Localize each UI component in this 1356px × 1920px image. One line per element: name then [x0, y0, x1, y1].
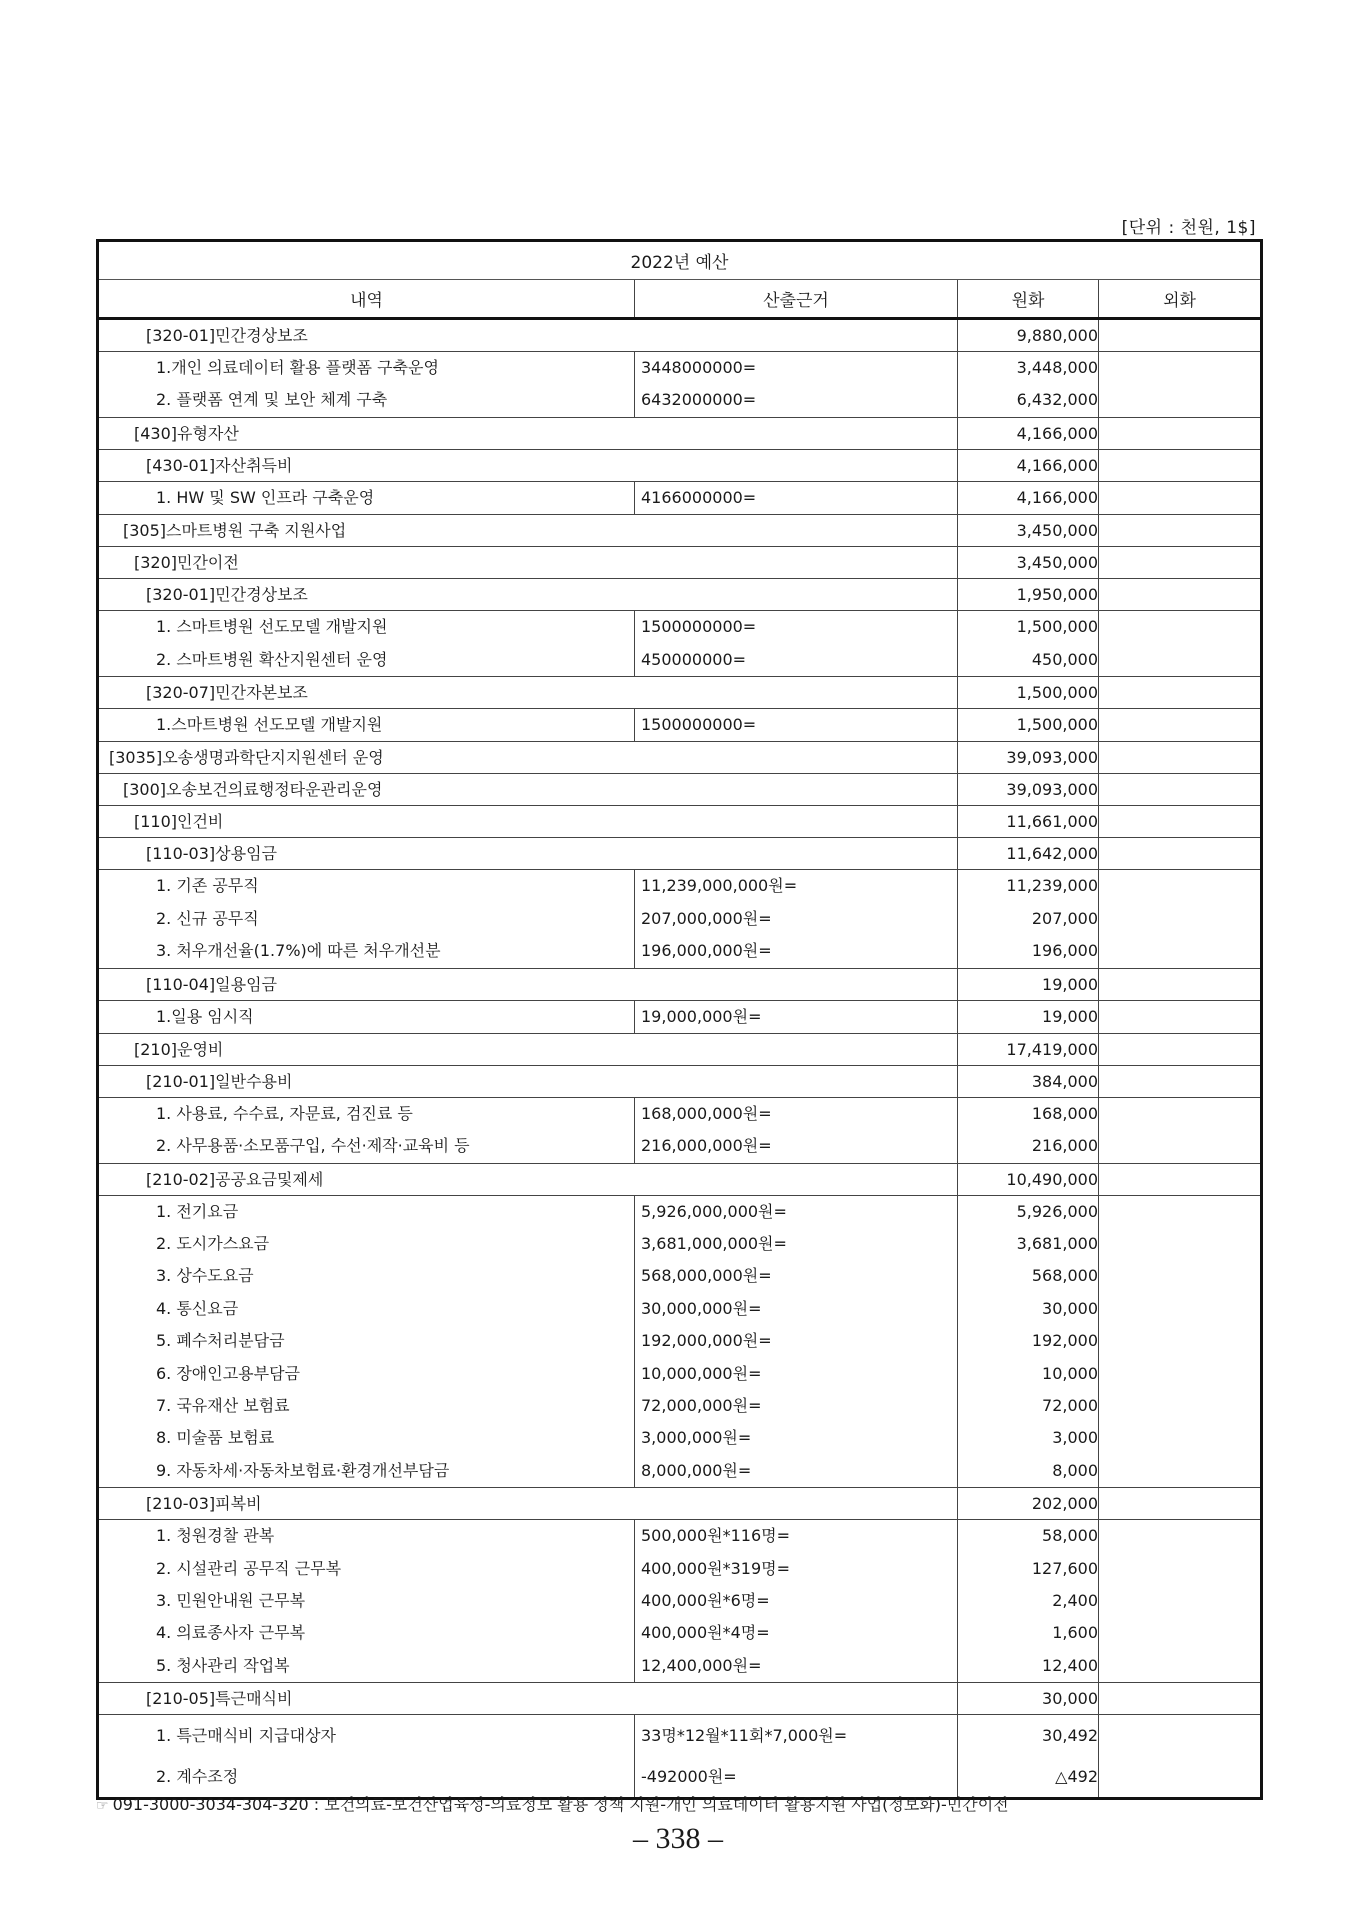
section-row [98, 806, 1262, 838]
item-basis-cell [635, 1000, 958, 1033]
item-amount: 207,000 [1031, 908, 1098, 928]
item-basis-cell [635, 1195, 958, 1488]
item-basis: 500,000원*116명= [641, 1526, 791, 1546]
header-krw: 원화 [958, 280, 1099, 319]
item-amount: 19,000 [1042, 1006, 1098, 1026]
header-foreign: 외화 [1099, 280, 1262, 319]
item-basis: 5,926,000,000원= [641, 1201, 787, 1221]
item-amount-cell [958, 1520, 1099, 1683]
item-group-row [98, 1097, 1262, 1163]
item-label-cell [98, 352, 635, 418]
item-basis: 3448000000= [641, 358, 757, 377]
foreign-amount-cell [1099, 742, 1262, 774]
item-amount: 30,492 [1042, 1726, 1098, 1746]
item-basis-cell [635, 611, 958, 677]
section-row [98, 449, 1262, 481]
section-label: [210-01]일반수용비 [98, 1065, 958, 1097]
item-amount: 192,000 [1031, 1331, 1098, 1351]
budget-table [96, 239, 1263, 1800]
section-label: [430-01]자산취득비 [98, 449, 958, 481]
item-label: 2. 사무용품·소모품구입, 수선·제작·교육비 등 [156, 1136, 470, 1156]
item-group-row [98, 870, 1262, 968]
item-group-row [98, 1000, 1262, 1033]
section-amount: 39,093,000 [958, 742, 1099, 774]
section-amount: 11,642,000 [958, 838, 1099, 870]
item-basis: 216,000,000원= [641, 1136, 772, 1156]
section-row [98, 1488, 1262, 1520]
section-label: [320-07]민간자본보조 [98, 676, 958, 708]
section-amount: 202,000 [958, 1488, 1099, 1520]
item-label: 8. 미술품 보험료 [156, 1428, 275, 1448]
foreign-amount-cell [1099, 708, 1262, 741]
item-amount: 2,400 [1052, 1590, 1098, 1610]
item-basis-cell [635, 870, 958, 968]
item-basis: 196,000,000원= [641, 941, 772, 961]
section-label: [210-02]공공요금및제세 [98, 1163, 958, 1195]
item-group-row [98, 352, 1262, 418]
item-label: 9. 자동차세·자동차보험료·환경개선부담금 [156, 1460, 450, 1480]
item-label-cell [98, 1520, 635, 1683]
item-amount: 216,000 [1031, 1136, 1098, 1156]
item-amount-cell [958, 352, 1099, 418]
item-basis-cell [635, 352, 958, 418]
item-label: 1. HW 및 SW 인프라 구축운영 [156, 487, 375, 507]
item-label: 3. 처우개선율(1.7%)에 따른 처우개선분 [156, 941, 441, 961]
item-amount: 6,432,000 [1016, 390, 1098, 410]
item-basis: 4166000000= [641, 487, 757, 507]
section-label: [430]유형자산 [98, 417, 958, 449]
item-group-row [98, 1715, 1262, 1799]
item-basis-cell [635, 481, 958, 514]
item-basis: 33명*12월*11회*7,000원= [641, 1726, 848, 1746]
item-amount-cell [958, 870, 1099, 968]
section-row [98, 838, 1262, 870]
item-label: 2. 도시가스요금 [156, 1234, 270, 1254]
item-amount: 72,000 [1042, 1396, 1098, 1416]
foreign-amount-cell [1099, 547, 1262, 579]
section-amount: 19,000 [958, 968, 1099, 1000]
item-amount: 4,166,000 [1016, 487, 1098, 507]
item-label: 2. 스마트병원 확산지원센터 운영 [156, 649, 388, 669]
item-label: 1. 기존 공무직 [156, 876, 259, 896]
item-basis-cell [635, 1715, 958, 1799]
item-amount: 10,000 [1042, 1363, 1098, 1383]
item-basis-cell [635, 708, 958, 741]
table-title: 2022년 예산 [98, 241, 1262, 280]
item-basis: 19,000,000원= [641, 1006, 762, 1026]
item-label: 1. 특근매식비 지급대상자 [156, 1726, 336, 1746]
item-basis: 207,000,000원= [641, 908, 772, 928]
item-label: 1. 사용료, 수수료, 자문료, 검진료 등 [156, 1103, 413, 1123]
item-amount: 3,448,000 [1016, 358, 1098, 377]
item-label-cell [98, 708, 635, 741]
item-label-cell [98, 1000, 635, 1033]
section-label: [110-03]상용임금 [98, 838, 958, 870]
footnote [96, 1792, 1009, 1815]
section-amount: 3,450,000 [958, 547, 1099, 579]
foreign-amount-cell [1099, 1097, 1262, 1163]
item-label: 3. 상수도요금 [156, 1266, 254, 1286]
section-amount: 11,661,000 [958, 806, 1099, 838]
item-group-row [98, 1520, 1262, 1683]
item-label: 1.스마트병원 선도모델 개발지원 [156, 714, 383, 734]
item-basis: 400,000원*6명= [641, 1590, 770, 1610]
section-label: [320-01]민간경상보조 [98, 579, 958, 611]
item-amount-cell [958, 1195, 1099, 1488]
item-basis: 12,400,000원= [641, 1655, 762, 1675]
foreign-amount-cell [1099, 352, 1262, 418]
item-label: 1. 청원경찰 관복 [156, 1526, 275, 1546]
foreign-amount-cell [1099, 1520, 1262, 1683]
section-label: [3035]오송생명과학단지지원센터 운영 [98, 742, 958, 774]
section-amount: 4,166,000 [958, 449, 1099, 481]
foreign-amount-cell [1099, 838, 1262, 870]
section-row [98, 1163, 1262, 1195]
item-basis: 3,681,000,000원= [641, 1234, 787, 1254]
foreign-amount-cell [1099, 676, 1262, 708]
item-basis: 1500000000= [641, 617, 757, 637]
item-basis: 400,000원*319명= [641, 1558, 791, 1578]
section-row [98, 319, 1262, 352]
item-basis: 168,000,000원= [641, 1103, 772, 1123]
item-group-row [98, 708, 1262, 741]
item-basis: 1500000000= [641, 714, 757, 734]
item-basis: 30,000,000원= [641, 1298, 762, 1318]
item-amount-cell [958, 1715, 1099, 1799]
foreign-amount-cell [1099, 1163, 1262, 1195]
item-label: 1. 스마트병원 선도모델 개발지원 [156, 617, 388, 637]
foreign-amount-cell [1099, 449, 1262, 481]
foreign-amount-cell [1099, 481, 1262, 514]
section-amount: 4,166,000 [958, 417, 1099, 449]
item-amount: 450,000 [1031, 649, 1098, 669]
item-label: 2. 시설관리 공무직 근무복 [156, 1558, 342, 1578]
item-basis: 10,000,000원= [641, 1363, 762, 1383]
item-basis: 400,000원*4명= [641, 1623, 770, 1643]
item-amount: 3,000 [1052, 1428, 1098, 1448]
item-label-cell [98, 1097, 635, 1163]
item-amount: 5,926,000 [1016, 1201, 1098, 1221]
item-label: 2. 계수조정 [156, 1767, 239, 1787]
item-group-row [98, 1195, 1262, 1488]
section-row [98, 547, 1262, 579]
section-amount: 10,490,000 [958, 1163, 1099, 1195]
header-description: 내역 [98, 280, 635, 319]
item-label-cell [98, 1715, 635, 1799]
item-label: 7. 국유재산 보험료 [156, 1396, 290, 1416]
item-basis: 568,000,000원= [641, 1266, 772, 1286]
item-amount-cell [958, 1097, 1099, 1163]
item-label: 2. 신규 공무직 [156, 908, 259, 928]
item-label: 5. 청사관리 작업복 [156, 1655, 290, 1675]
item-basis-cell [635, 1520, 958, 1683]
item-amount: 8,000 [1052, 1460, 1098, 1480]
footnote-text: 091-3000-3034-304-320 : 보건의료-보건산업육성-의료정보 활용 정책 지원-개인 의료데이터 활용지원 사업(정보화)-민간이전 [112, 1795, 1009, 1814]
foreign-amount-cell [1099, 1488, 1262, 1520]
item-basis: 8,000,000원= [641, 1460, 752, 1480]
item-amount: △492 [1055, 1767, 1098, 1787]
section-amount: 30,000 [958, 1683, 1099, 1715]
item-amount-cell [958, 481, 1099, 514]
section-amount: 384,000 [958, 1065, 1099, 1097]
item-amount: 168,000 [1031, 1103, 1098, 1123]
section-row [98, 968, 1262, 1000]
header-basis: 산출근거 [635, 280, 958, 319]
section-label: [110]인건비 [98, 806, 958, 838]
foreign-amount-cell [1099, 1683, 1262, 1715]
section-label: [210]운영비 [98, 1033, 958, 1065]
item-amount: 1,600 [1052, 1623, 1098, 1643]
item-amount: 196,000 [1031, 941, 1098, 961]
item-label: 1.일용 임시직 [156, 1006, 254, 1026]
item-basis: -492000원= [641, 1767, 737, 1787]
item-group-row [98, 481, 1262, 514]
section-label: [210-05]특근매식비 [98, 1683, 958, 1715]
foreign-amount-cell [1099, 1195, 1262, 1488]
foreign-amount-cell [1099, 611, 1262, 677]
foreign-amount-cell [1099, 1065, 1262, 1097]
section-row [98, 676, 1262, 708]
item-amount-cell [958, 611, 1099, 677]
section-row [98, 515, 1262, 547]
item-basis-cell [635, 1097, 958, 1163]
item-amount: 1,500,000 [1016, 714, 1098, 734]
item-label-cell [98, 611, 635, 677]
item-label-cell [98, 870, 635, 968]
item-group-row [98, 611, 1262, 677]
section-amount: 39,093,000 [958, 774, 1099, 806]
foreign-amount-cell [1099, 870, 1262, 968]
table-body [98, 319, 1262, 1799]
section-label: [320]민간이전 [98, 547, 958, 579]
item-label: 6. 장애인고용부담금 [156, 1363, 300, 1383]
item-label-cell [98, 481, 635, 514]
foreign-amount-cell [1099, 968, 1262, 1000]
item-basis: 72,000,000원= [641, 1396, 762, 1416]
item-amount: 30,000 [1042, 1298, 1098, 1318]
foreign-amount-cell [1099, 515, 1262, 547]
item-amount: 12,400 [1042, 1655, 1098, 1675]
item-amount: 3,681,000 [1016, 1234, 1098, 1254]
section-amount: 1,950,000 [958, 579, 1099, 611]
item-amount: 568,000 [1031, 1266, 1098, 1286]
section-row [98, 742, 1262, 774]
foreign-amount-cell [1099, 319, 1262, 352]
section-label: [110-04]일용임금 [98, 968, 958, 1000]
item-amount: 127,600 [1031, 1558, 1098, 1578]
item-label: 1.개인 의료데이터 활용 플랫폼 구축운영 [156, 358, 439, 377]
item-amount: 58,000 [1042, 1526, 1098, 1546]
item-amount-cell [958, 1000, 1099, 1033]
section-row [98, 579, 1262, 611]
foreign-amount-cell [1099, 1715, 1262, 1799]
unit-note: [단위 : 천원, 1$] [1121, 218, 1256, 238]
item-basis: 6432000000= [641, 390, 757, 410]
item-label: 4. 통신요금 [156, 1298, 239, 1318]
foreign-amount-cell [1099, 774, 1262, 806]
foreign-amount-cell [1099, 806, 1262, 838]
section-row [98, 774, 1262, 806]
section-label: [210-03]피복비 [98, 1488, 958, 1520]
section-label: [320-01]민간경상보조 [98, 319, 958, 352]
section-row [98, 1033, 1262, 1065]
item-label-cell [98, 1195, 635, 1488]
section-label: [305]스마트병원 구축 지원사업 [98, 515, 958, 547]
foreign-amount-cell [1099, 1033, 1262, 1065]
item-label: 4. 의료종사자 근무복 [156, 1623, 306, 1643]
section-label: [300]오송보건의료행정타운관리운영 [98, 774, 958, 806]
section-amount: 17,419,000 [958, 1033, 1099, 1065]
item-label: 5. 폐수처리분담금 [156, 1331, 285, 1351]
item-basis: 192,000,000원= [641, 1331, 772, 1351]
foreign-amount-cell [1099, 417, 1262, 449]
item-basis: 3,000,000원= [641, 1428, 752, 1448]
item-amount-cell [958, 708, 1099, 741]
item-label: 1. 전기요금 [156, 1201, 239, 1221]
item-amount: 11,239,000 [1006, 876, 1098, 896]
item-label: 3. 민원안내원 근무복 [156, 1590, 306, 1610]
section-amount: 1,500,000 [958, 676, 1099, 708]
foreign-amount-cell [1099, 579, 1262, 611]
foreign-amount-cell [1099, 1000, 1262, 1033]
pointing-hand-icon: ☞ [96, 1798, 109, 1814]
section-amount: 9,880,000 [958, 319, 1099, 352]
section-row [98, 417, 1262, 449]
item-basis: 11,239,000,000원= [641, 876, 798, 896]
page-number: – 338 – [633, 1822, 723, 1855]
section-row [98, 1065, 1262, 1097]
section-row [98, 1683, 1262, 1715]
item-amount: 1,500,000 [1016, 617, 1098, 637]
item-basis: 450000000= [641, 649, 747, 669]
item-label: 2. 플랫폼 연계 및 보안 체계 구축 [156, 390, 388, 410]
section-amount: 3,450,000 [958, 515, 1099, 547]
